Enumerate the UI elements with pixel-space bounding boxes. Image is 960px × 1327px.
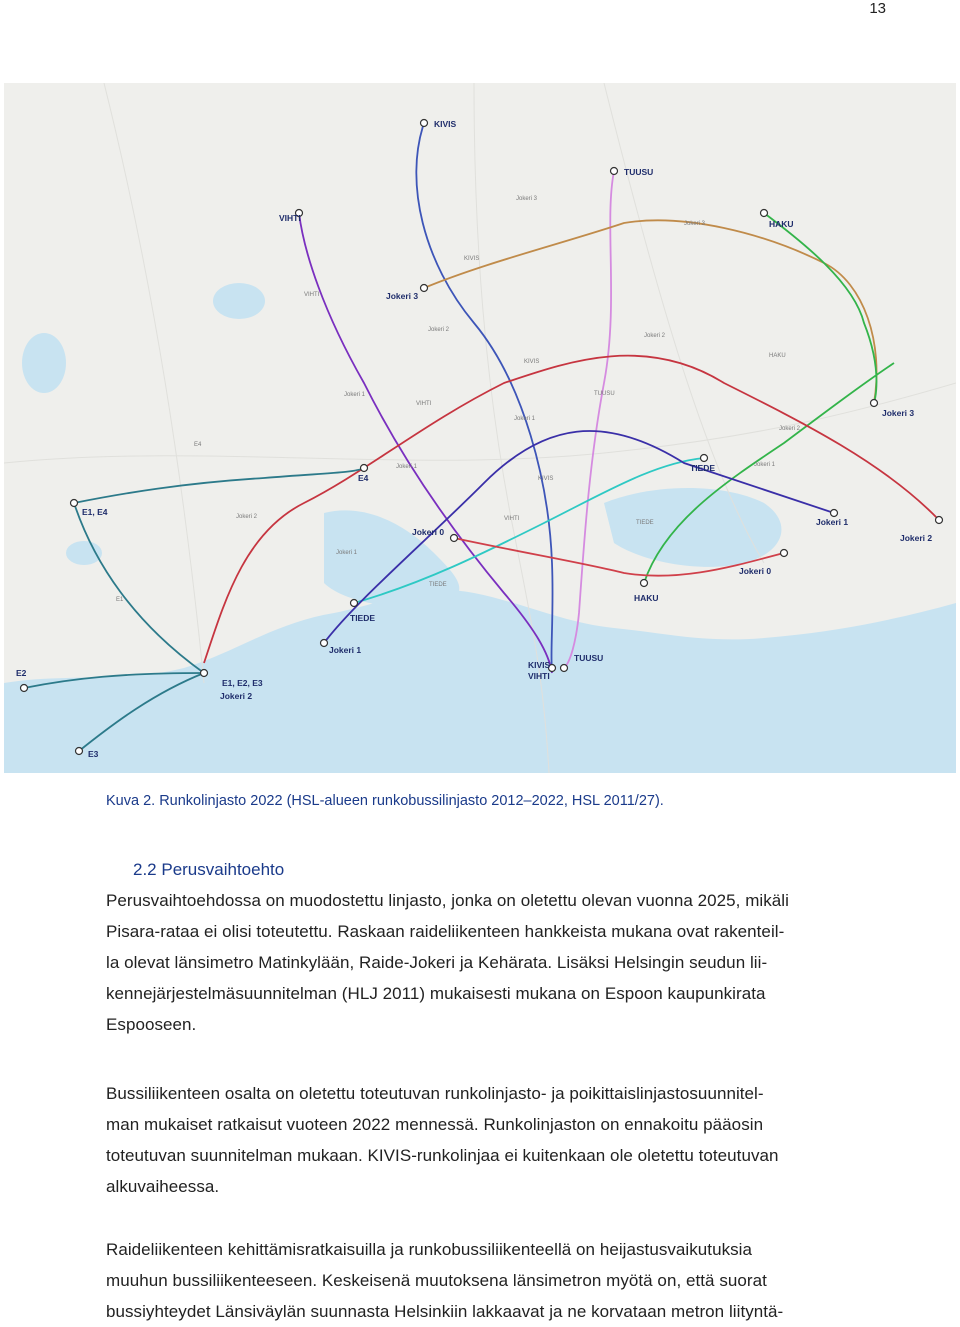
- stop-tiede-east: [701, 455, 708, 462]
- label-tiede-west: TIEDE: [350, 613, 376, 623]
- minor-label-vihti-b: VIHTI: [416, 401, 432, 407]
- stop-e3: [76, 748, 83, 755]
- label-e4: E4: [358, 473, 369, 483]
- minor-label-e4-a: E4: [194, 442, 202, 448]
- label-jokeri2-east: Jokeri 2: [900, 533, 933, 543]
- stop-haku-south: [641, 580, 648, 587]
- stop-jokeri3-east: [871, 400, 878, 407]
- label-e1-e2-e3: E1, E2, E3: [222, 678, 263, 688]
- label-tuusu-north: TUUSU: [624, 167, 654, 177]
- paragraph-line: alkuvaiheessa.: [106, 1177, 220, 1196]
- page-number: 13: [869, 0, 886, 17]
- paragraph-3: [106, 1234, 888, 1327]
- minor-label-jokeri3-a: Jokeri 3: [516, 196, 538, 202]
- paragraph-line: bussiyhteydet Länsiväylän suunnasta Helsinkiin lakkaavat ja ne korvataan metron liityntä-: [106, 1302, 784, 1321]
- paragraph-line: Bussiliikenteen osalta on oletettu toteutuvan runkolinjasto- ja poikittaislinjastosuunnitel-: [106, 1084, 764, 1103]
- lake-north: [213, 283, 265, 319]
- stop-e4: [361, 465, 368, 472]
- minor-label-kivis-c: KIVIS: [538, 476, 554, 482]
- label-jokeri1-west: Jokeri 1: [329, 645, 362, 655]
- minor-label-tiede-a: TIEDE: [636, 520, 654, 526]
- label-vihti-south: VIHTI: [528, 671, 550, 681]
- stop-e1-e2-e3: [201, 670, 208, 677]
- label-vihti-north: VIHTI: [279, 213, 301, 223]
- minor-label-jokeri1-c: Jokeri 1: [754, 462, 776, 468]
- stop-haku-north: [761, 210, 768, 217]
- stop-jokeri2-east: [936, 517, 943, 524]
- stop-tuusu-north: [611, 168, 618, 175]
- figure-caption: Kuva 2. Runkolinjasto 2022 (HSL-alueen runkobussilinjasto 2012–2022, HSL 2011/27).: [106, 793, 664, 809]
- label-e2: E2: [16, 668, 27, 678]
- label-e1-e4: E1, E4: [82, 507, 108, 517]
- minor-label-jokeri3-b: Jokeri 3: [684, 221, 706, 227]
- minor-label-jokeri1-a: Jokeri 1: [344, 392, 366, 398]
- paragraph-1: [106, 885, 888, 1040]
- paragraph-line: kennejärjestelmäsuunnitelman (HLJ 2011) mukaisesti mukana on Espoon kaupunkirata: [106, 984, 766, 1003]
- paragraph-line: muuhun bussiliikenteeseen. Keskeisenä muutoksena länsimetron myötä on, että suorat: [106, 1271, 767, 1290]
- lake-west: [22, 333, 66, 393]
- stop-jokeri1-east: [831, 510, 838, 517]
- lake-southwest: [66, 541, 102, 565]
- minor-label-jokeri2-c: Jokeri 2: [779, 426, 801, 432]
- paragraph-2: [106, 1078, 888, 1202]
- stop-e2: [21, 685, 28, 692]
- label-jokeri3-east: Jokeri 3: [882, 408, 915, 418]
- minor-label-vihti-c: VIHTI: [504, 516, 520, 522]
- label-jokeri1-east: Jokeri 1: [816, 517, 849, 527]
- label-kivis-south: KIVIS: [528, 660, 551, 670]
- minor-label-jokeri2-b: Jokeri 2: [644, 333, 666, 339]
- paragraph-line: man mukaiset ratkaisut vuoteen 2022 mennessä. Runkolinjaston on ennakoitu pääosin: [106, 1115, 764, 1134]
- stop-tuusu-south: [561, 665, 568, 672]
- label-haku-north: HAKU: [769, 219, 794, 229]
- paragraph-line: la olevat länsimetro Matinkylään, Raide-Jokeri ja Kehärata. Lisäksi Helsingin seudun lii-: [106, 953, 768, 972]
- minor-label-jokeri2-d: Jokeri 2: [236, 514, 258, 520]
- minor-label-e1-a: E1: [116, 597, 124, 603]
- label-e3: E3: [88, 749, 99, 759]
- stop-jokeri1-west: [321, 640, 328, 647]
- stop-jokeri0-center: [451, 535, 458, 542]
- minor-label-vihti-a: VIHTI: [304, 292, 320, 298]
- label-jokeri3-west: Jokeri 3: [386, 291, 419, 301]
- label-kivis-north: KIVIS: [434, 119, 457, 129]
- label-tuusu-south: TUUSU: [574, 653, 604, 663]
- stop-kivis-north: [421, 120, 428, 127]
- label-tiede-east: TIEDE: [690, 463, 716, 473]
- paragraph-line: Pisara-rataa ei olisi toteutettu. Raskaan raideliikenteen hankkeista mukana ovat rakenteil-: [106, 922, 785, 941]
- label-jokeri0-east: Jokeri 0: [739, 566, 772, 576]
- minor-label-jokeri2-a: Jokeri 2: [428, 327, 450, 333]
- minor-label-jokeri1-b: Jokeri 1: [514, 416, 536, 422]
- paragraph-line: Raideliikenteen kehittämisratkaisuilla ja runkobussiliikenteellä on heijastusvaikutuksia: [106, 1240, 753, 1259]
- stop-e1-e4: [71, 500, 78, 507]
- label-haku-south: HAKU: [634, 593, 659, 603]
- minor-label-kivis-a: KIVIS: [464, 256, 480, 262]
- paragraph-line: toteutuvan suunnitelman mukaan. KIVIS-runkolinjaa ei kuitenkaan ole oletettu toteutuvan: [106, 1146, 779, 1165]
- label-jokeri2-west: Jokeri 2: [220, 691, 253, 701]
- map-svg: [4, 83, 956, 773]
- minor-label-kivis-b: KIVIS: [524, 359, 540, 365]
- minor-label-haku-a: HAKU: [769, 353, 786, 359]
- minor-label-jokeri1-e: Jokeri 1: [336, 550, 358, 556]
- stop-jokeri3-west: [421, 285, 428, 292]
- paragraph-line: Perusvaihtoehdossa on muodostettu linjasto, jonka on oletettu olevan vuonna 2025, mikäli: [106, 891, 789, 910]
- paragraph-line: Espooseen.: [106, 1015, 197, 1034]
- label-jokeri0-center: Jokeri 0: [412, 527, 445, 537]
- minor-label-tuusu-a: TUUSU: [594, 391, 615, 397]
- trunk-line-network-map: [4, 83, 956, 773]
- stop-tiede-west: [351, 600, 358, 607]
- minor-label-jokeri1-d: Jokeri 1: [396, 464, 418, 470]
- stop-jokeri0-east: [781, 550, 788, 557]
- section-heading: 2.2 Perusvaihtoehto: [133, 860, 285, 879]
- minor-label-tiede-b: TIEDE: [429, 582, 447, 588]
